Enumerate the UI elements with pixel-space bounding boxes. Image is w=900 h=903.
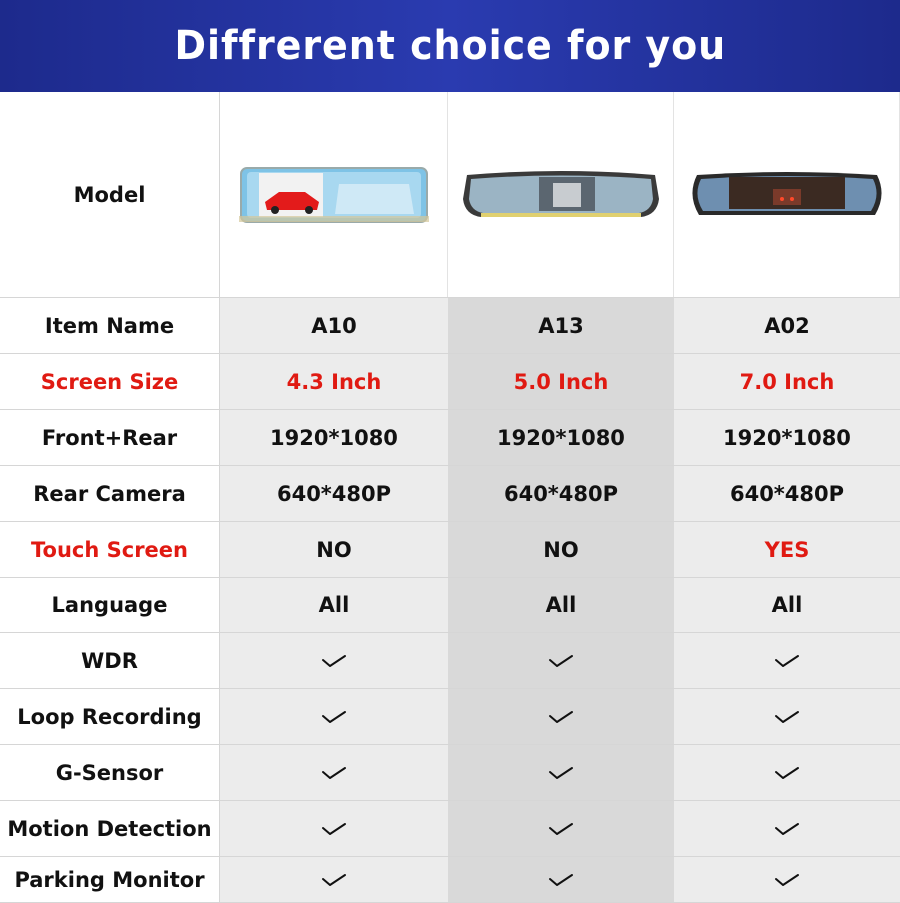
check-icon	[321, 873, 347, 887]
check-icon	[674, 745, 900, 800]
product-image-a10	[220, 92, 448, 297]
row-motion-detection	[0, 801, 900, 857]
row-touch-screen	[0, 522, 900, 578]
value-cell: NO	[448, 522, 674, 577]
model-label: Model	[0, 92, 220, 297]
check-icon	[774, 710, 800, 724]
check-icon	[220, 801, 448, 856]
check-icon	[774, 873, 800, 887]
value-cell: YES	[674, 522, 900, 577]
row-front-rear	[0, 410, 900, 466]
check-icon	[674, 857, 900, 902]
value-cell: A13	[448, 298, 674, 353]
check-icon	[548, 766, 574, 780]
row-label: Parking Monitor	[0, 857, 220, 902]
rearview-mirror-dashcam-icon	[687, 169, 887, 221]
check-icon	[548, 873, 574, 887]
check-icon	[774, 822, 800, 836]
value-cell: All	[674, 578, 900, 632]
check-icon	[220, 745, 448, 800]
value-cell: 640*480P	[448, 466, 674, 521]
comparison-table	[0, 92, 900, 903]
row-g-sensor	[0, 745, 900, 801]
check-icon	[548, 710, 574, 724]
row-label: G-Sensor	[0, 745, 220, 800]
page-title: Diffrerent choice for you	[174, 23, 726, 69]
value-cell: 640*480P	[674, 466, 900, 521]
product-image-a02	[674, 92, 900, 297]
row-label: Motion Detection	[0, 801, 220, 856]
model-row	[0, 92, 900, 298]
check-icon	[321, 710, 347, 724]
row-label: WDR	[0, 633, 220, 688]
row-parking-monitor	[0, 857, 900, 903]
check-icon	[448, 689, 674, 744]
check-icon	[548, 654, 574, 668]
value-cell: 640*480P	[220, 466, 448, 521]
value-cell: 1920*1080	[448, 410, 674, 465]
row-label: Rear Camera	[0, 466, 220, 521]
value-cell: A10	[220, 298, 448, 353]
check-icon	[448, 633, 674, 688]
row-rear-camera	[0, 466, 900, 522]
value-cell: 5.0 Inch	[448, 354, 674, 409]
check-icon	[448, 801, 674, 856]
value-cell: A02	[674, 298, 900, 353]
check-icon	[674, 801, 900, 856]
row-label: Front+Rear	[0, 410, 220, 465]
row-loop-recording	[0, 689, 900, 745]
check-icon	[548, 822, 574, 836]
row-label: Item Name	[0, 298, 220, 353]
check-icon	[774, 654, 800, 668]
rearview-mirror-dashcam-icon	[461, 169, 661, 221]
check-icon	[774, 766, 800, 780]
title-banner	[0, 0, 900, 92]
check-icon	[448, 745, 674, 800]
row-wdr	[0, 633, 900, 689]
value-cell: All	[448, 578, 674, 632]
row-label: Touch Screen	[0, 522, 220, 577]
check-icon	[220, 857, 448, 902]
check-icon	[321, 766, 347, 780]
row-language	[0, 578, 900, 633]
value-cell: 1920*1080	[220, 410, 448, 465]
value-cell: NO	[220, 522, 448, 577]
check-icon	[220, 689, 448, 744]
check-icon	[674, 689, 900, 744]
row-item-name	[0, 298, 900, 354]
value-cell: 7.0 Inch	[674, 354, 900, 409]
product-image-a13	[448, 92, 674, 297]
check-icon	[448, 857, 674, 902]
value-cell: All	[220, 578, 448, 632]
rearview-mirror-dashcam-icon	[239, 164, 429, 226]
check-icon	[321, 822, 347, 836]
row-screen-size	[0, 354, 900, 410]
value-cell: 4.3 Inch	[220, 354, 448, 409]
check-icon	[321, 654, 347, 668]
check-icon	[220, 633, 448, 688]
row-label: Screen Size	[0, 354, 220, 409]
value-cell: 1920*1080	[674, 410, 900, 465]
row-label: Loop Recording	[0, 689, 220, 744]
row-label: Language	[0, 578, 220, 632]
check-icon	[674, 633, 900, 688]
